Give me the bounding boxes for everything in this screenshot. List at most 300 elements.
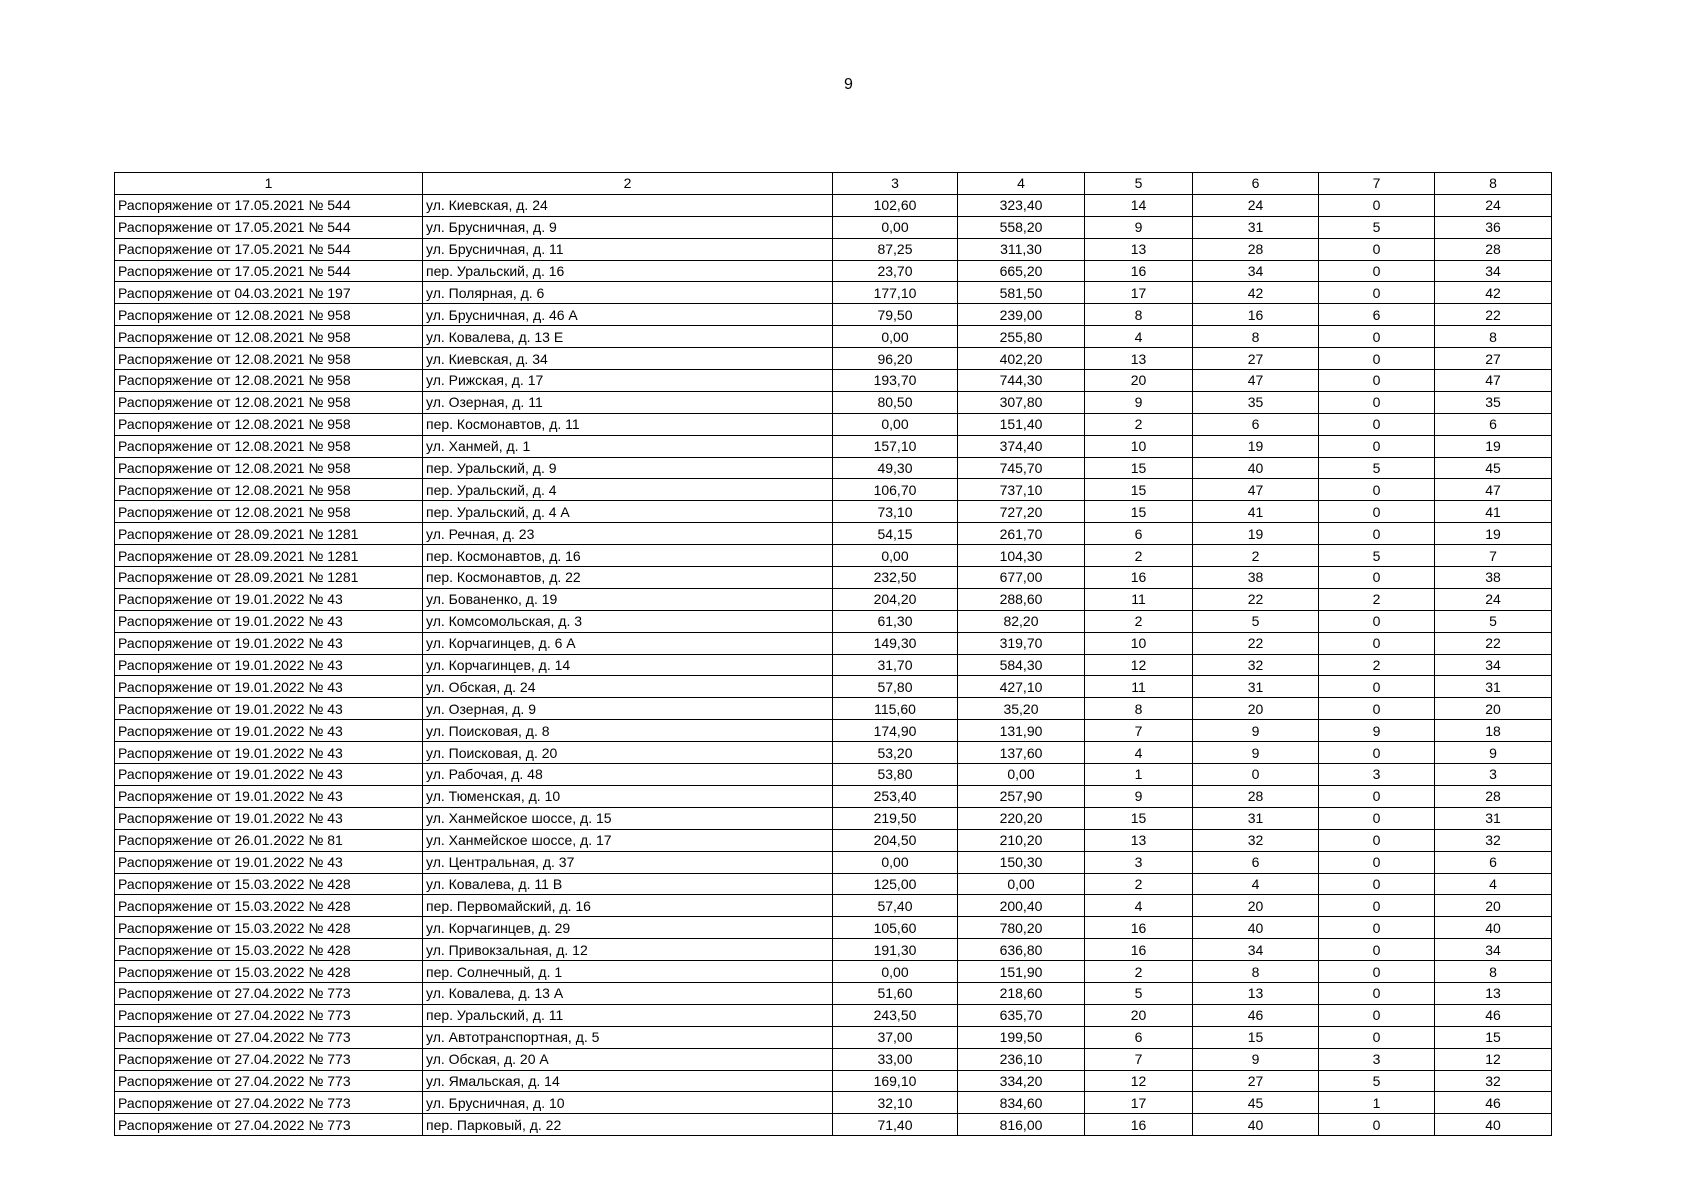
value-cell: 11 bbox=[1085, 588, 1193, 610]
table-row bbox=[115, 501, 1552, 523]
decree-cell: Распоряжение от 27.04.2022 № 773 bbox=[115, 982, 423, 1004]
value-cell: 40 bbox=[1193, 917, 1319, 939]
value-cell: 218,60 bbox=[958, 982, 1085, 1004]
address-cell: ул. Брусничная, д. 46 А bbox=[423, 304, 833, 326]
table-row bbox=[115, 1070, 1552, 1092]
decree-cell: Распоряжение от 12.08.2021 № 958 bbox=[115, 370, 423, 392]
value-cell: 102,60 bbox=[833, 194, 958, 216]
table-row bbox=[115, 654, 1552, 676]
value-cell: 253,40 bbox=[833, 785, 958, 807]
value-cell: 10 bbox=[1085, 435, 1193, 457]
address-cell: ул. Ханмей, д. 1 bbox=[423, 435, 833, 457]
value-cell: 8 bbox=[1435, 961, 1552, 983]
value-cell: 236,10 bbox=[958, 1048, 1085, 1070]
value-cell: 0,00 bbox=[833, 545, 958, 567]
address-cell: ул. Ханмейское шоссе, д. 17 bbox=[423, 829, 833, 851]
value-cell: 727,20 bbox=[958, 501, 1085, 523]
column-header: 1 bbox=[115, 173, 423, 195]
value-cell: 61,30 bbox=[833, 610, 958, 632]
value-cell: 28 bbox=[1193, 238, 1319, 260]
address-cell: ул. Бованенко, д. 19 bbox=[423, 588, 833, 610]
value-cell: 0 bbox=[1319, 1114, 1435, 1136]
table-body bbox=[115, 173, 1552, 1136]
value-cell: 0 bbox=[1319, 742, 1435, 764]
decree-cell: Распоряжение от 19.01.2022 № 43 bbox=[115, 610, 423, 632]
address-cell: ул. Ханмейское шоссе, д. 15 bbox=[423, 807, 833, 829]
value-cell: 32 bbox=[1435, 1070, 1552, 1092]
value-cell: 0 bbox=[1319, 829, 1435, 851]
value-cell: 219,50 bbox=[833, 807, 958, 829]
value-cell: 73,10 bbox=[833, 501, 958, 523]
value-cell: 323,40 bbox=[958, 194, 1085, 216]
value-cell: 24 bbox=[1435, 588, 1552, 610]
value-cell: 22 bbox=[1193, 588, 1319, 610]
address-cell: пер. Солнечный, д. 1 bbox=[423, 961, 833, 983]
value-cell: 22 bbox=[1435, 632, 1552, 654]
value-cell: 210,20 bbox=[958, 829, 1085, 851]
decree-cell: Распоряжение от 12.08.2021 № 958 bbox=[115, 391, 423, 413]
table-row bbox=[115, 720, 1552, 742]
value-cell: 36 bbox=[1435, 216, 1552, 238]
value-cell: 0 bbox=[1319, 632, 1435, 654]
value-cell: 47 bbox=[1193, 479, 1319, 501]
table-row bbox=[115, 216, 1552, 238]
value-cell: 191,30 bbox=[833, 939, 958, 961]
column-header: 2 bbox=[423, 173, 833, 195]
value-cell: 0 bbox=[1319, 873, 1435, 895]
value-cell: 3 bbox=[1085, 851, 1193, 873]
value-cell: 5 bbox=[1319, 457, 1435, 479]
value-cell: 45 bbox=[1435, 457, 1552, 479]
value-cell: 8 bbox=[1435, 326, 1552, 348]
value-cell: 0 bbox=[1319, 895, 1435, 917]
address-cell: ул. Комсомольская, д. 3 bbox=[423, 610, 833, 632]
value-cell: 0 bbox=[1319, 435, 1435, 457]
value-cell: 23,70 bbox=[833, 260, 958, 282]
address-cell: ул. Ковалева, д. 13 Е bbox=[423, 326, 833, 348]
decree-cell: Распоряжение от 04.03.2021 № 197 bbox=[115, 282, 423, 304]
column-header: 8 bbox=[1435, 173, 1552, 195]
value-cell: 104,30 bbox=[958, 545, 1085, 567]
value-cell: 46 bbox=[1193, 1004, 1319, 1026]
table-row bbox=[115, 588, 1552, 610]
decree-cell: Распоряжение от 12.08.2021 № 958 bbox=[115, 479, 423, 501]
address-cell: ул. Корчагинцев, д. 6 А bbox=[423, 632, 833, 654]
value-cell: 15 bbox=[1085, 457, 1193, 479]
value-cell: 0 bbox=[1319, 1004, 1435, 1026]
value-cell: 16 bbox=[1085, 939, 1193, 961]
value-cell: 558,20 bbox=[958, 216, 1085, 238]
address-cell: пер. Уральский, д. 16 bbox=[423, 260, 833, 282]
value-cell: 9 bbox=[1193, 742, 1319, 764]
value-cell: 20 bbox=[1435, 698, 1552, 720]
value-cell: 16 bbox=[1085, 1114, 1193, 1136]
address-cell: ул. Речная, д. 23 bbox=[423, 523, 833, 545]
value-cell: 125,00 bbox=[833, 873, 958, 895]
decree-cell: Распоряжение от 17.05.2021 № 544 bbox=[115, 260, 423, 282]
value-cell: 28 bbox=[1435, 238, 1552, 260]
value-cell: 40 bbox=[1193, 457, 1319, 479]
value-cell: 0,00 bbox=[833, 961, 958, 983]
value-cell: 239,00 bbox=[958, 304, 1085, 326]
address-cell: пер. Уральский, д. 9 bbox=[423, 457, 833, 479]
value-cell: 581,50 bbox=[958, 282, 1085, 304]
value-cell: 0,00 bbox=[958, 764, 1085, 786]
column-header: 3 bbox=[833, 173, 958, 195]
value-cell: 0,00 bbox=[833, 216, 958, 238]
address-cell: ул. Корчагинцев, д. 14 bbox=[423, 654, 833, 676]
table-row bbox=[115, 523, 1552, 545]
address-cell: ул. Поисковая, д. 20 bbox=[423, 742, 833, 764]
value-cell: 22 bbox=[1435, 304, 1552, 326]
table-row bbox=[115, 632, 1552, 654]
value-cell: 677,00 bbox=[958, 567, 1085, 589]
value-cell: 220,20 bbox=[958, 807, 1085, 829]
value-cell: 79,50 bbox=[833, 304, 958, 326]
address-cell: ул. Ямальская, д. 14 bbox=[423, 1070, 833, 1092]
value-cell: 19 bbox=[1193, 523, 1319, 545]
decree-cell: Распоряжение от 12.08.2021 № 958 bbox=[115, 304, 423, 326]
value-cell: 7 bbox=[1435, 545, 1552, 567]
decree-cell: Распоряжение от 19.01.2022 № 43 bbox=[115, 632, 423, 654]
column-header: 4 bbox=[958, 173, 1085, 195]
column-header: 7 bbox=[1319, 173, 1435, 195]
decree-cell: Распоряжение от 27.04.2022 № 773 bbox=[115, 1048, 423, 1070]
table-row bbox=[115, 370, 1552, 392]
value-cell: 15 bbox=[1435, 1026, 1552, 1048]
decree-cell: Распоряжение от 12.08.2021 № 958 bbox=[115, 501, 423, 523]
value-cell: 1 bbox=[1319, 1092, 1435, 1114]
decree-cell: Распоряжение от 19.01.2022 № 43 bbox=[115, 785, 423, 807]
value-cell: 15 bbox=[1085, 479, 1193, 501]
value-cell: 32 bbox=[1193, 654, 1319, 676]
value-cell: 34 bbox=[1193, 939, 1319, 961]
value-cell: 0,00 bbox=[833, 326, 958, 348]
value-cell: 374,40 bbox=[958, 435, 1085, 457]
decree-cell: Распоряжение от 28.09.2021 № 1281 bbox=[115, 523, 423, 545]
value-cell: 12 bbox=[1085, 654, 1193, 676]
decree-cell: Распоряжение от 19.01.2022 № 43 bbox=[115, 851, 423, 873]
decree-cell: Распоряжение от 15.03.2022 № 428 bbox=[115, 939, 423, 961]
decree-cell: Распоряжение от 19.01.2022 № 43 bbox=[115, 720, 423, 742]
value-cell: 31,70 bbox=[833, 654, 958, 676]
value-cell: 46 bbox=[1435, 1004, 1552, 1026]
table-row bbox=[115, 873, 1552, 895]
table-row bbox=[115, 939, 1552, 961]
value-cell: 137,60 bbox=[958, 742, 1085, 764]
value-cell: 47 bbox=[1435, 370, 1552, 392]
address-cell: пер. Космонавтов, д. 22 bbox=[423, 567, 833, 589]
address-cell: ул. Обская, д. 24 bbox=[423, 676, 833, 698]
table-row bbox=[115, 764, 1552, 786]
value-cell: 288,60 bbox=[958, 588, 1085, 610]
value-cell: 13 bbox=[1085, 829, 1193, 851]
value-cell: 27 bbox=[1435, 348, 1552, 370]
value-cell: 243,50 bbox=[833, 1004, 958, 1026]
value-cell: 22 bbox=[1193, 632, 1319, 654]
value-cell: 5 bbox=[1193, 610, 1319, 632]
decree-cell: Распоряжение от 27.04.2022 № 773 bbox=[115, 1114, 423, 1136]
value-cell: 4 bbox=[1085, 742, 1193, 764]
value-cell: 150,30 bbox=[958, 851, 1085, 873]
value-cell: 402,20 bbox=[958, 348, 1085, 370]
value-cell: 16 bbox=[1085, 917, 1193, 939]
decree-cell: Распоряжение от 12.08.2021 № 958 bbox=[115, 413, 423, 435]
value-cell: 2 bbox=[1085, 610, 1193, 632]
table-row bbox=[115, 435, 1552, 457]
value-cell: 53,80 bbox=[833, 764, 958, 786]
value-cell: 5 bbox=[1319, 1070, 1435, 1092]
value-cell: 13 bbox=[1085, 348, 1193, 370]
decree-cell: Распоряжение от 12.08.2021 № 958 bbox=[115, 457, 423, 479]
table-row bbox=[115, 326, 1552, 348]
table-row bbox=[115, 742, 1552, 764]
value-cell: 46 bbox=[1435, 1092, 1552, 1114]
column-header: 6 bbox=[1193, 173, 1319, 195]
value-cell: 334,20 bbox=[958, 1070, 1085, 1092]
value-cell: 0,00 bbox=[833, 851, 958, 873]
value-cell: 9 bbox=[1085, 391, 1193, 413]
value-cell: 2 bbox=[1193, 545, 1319, 567]
value-cell: 5 bbox=[1435, 610, 1552, 632]
value-cell: 745,70 bbox=[958, 457, 1085, 479]
value-cell: 3 bbox=[1435, 764, 1552, 786]
address-cell: пер. Космонавтов, д. 16 bbox=[423, 545, 833, 567]
value-cell: 151,40 bbox=[958, 413, 1085, 435]
value-cell: 816,00 bbox=[958, 1114, 1085, 1136]
value-cell: 4 bbox=[1193, 873, 1319, 895]
value-cell: 41 bbox=[1193, 501, 1319, 523]
value-cell: 24 bbox=[1193, 194, 1319, 216]
value-cell: 34 bbox=[1193, 260, 1319, 282]
value-cell: 0 bbox=[1319, 523, 1435, 545]
value-cell: 635,70 bbox=[958, 1004, 1085, 1026]
decree-cell: Распоряжение от 17.05.2021 № 544 bbox=[115, 216, 423, 238]
value-cell: 28 bbox=[1435, 785, 1552, 807]
value-cell: 744,30 bbox=[958, 370, 1085, 392]
decree-cell: Распоряжение от 27.04.2022 № 773 bbox=[115, 1092, 423, 1114]
value-cell: 32 bbox=[1435, 829, 1552, 851]
value-cell: 34 bbox=[1435, 260, 1552, 282]
table-row bbox=[115, 413, 1552, 435]
value-cell: 427,10 bbox=[958, 676, 1085, 698]
value-cell: 3 bbox=[1319, 1048, 1435, 1070]
value-cell: 0 bbox=[1193, 764, 1319, 786]
address-cell: ул. Озерная, д. 11 bbox=[423, 391, 833, 413]
value-cell: 12 bbox=[1085, 1070, 1193, 1092]
value-cell: 31 bbox=[1193, 676, 1319, 698]
decree-cell: Распоряжение от 12.08.2021 № 958 bbox=[115, 348, 423, 370]
value-cell: 8 bbox=[1085, 304, 1193, 326]
value-cell: 20 bbox=[1085, 1004, 1193, 1026]
value-cell: 6 bbox=[1193, 851, 1319, 873]
address-cell: ул. Ковалева, д. 11 В bbox=[423, 873, 833, 895]
value-cell: 0 bbox=[1319, 807, 1435, 829]
value-cell: 37,00 bbox=[833, 1026, 958, 1048]
value-cell: 47 bbox=[1435, 479, 1552, 501]
decree-cell: Распоряжение от 27.04.2022 № 773 bbox=[115, 1004, 423, 1026]
value-cell: 6 bbox=[1085, 523, 1193, 545]
value-cell: 9 bbox=[1085, 216, 1193, 238]
decree-cell: Распоряжение от 17.05.2021 № 544 bbox=[115, 238, 423, 260]
decree-cell: Распоряжение от 17.05.2021 № 544 bbox=[115, 194, 423, 216]
value-cell: 15 bbox=[1193, 1026, 1319, 1048]
data-table bbox=[114, 172, 1552, 1136]
value-cell: 115,60 bbox=[833, 698, 958, 720]
value-cell: 53,20 bbox=[833, 742, 958, 764]
table-row bbox=[115, 194, 1552, 216]
value-cell: 0 bbox=[1319, 501, 1435, 523]
decree-cell: Распоряжение от 27.04.2022 № 773 bbox=[115, 1070, 423, 1092]
value-cell: 31 bbox=[1193, 807, 1319, 829]
value-cell: 4 bbox=[1085, 326, 1193, 348]
value-cell: 35 bbox=[1193, 391, 1319, 413]
value-cell: 8 bbox=[1193, 326, 1319, 348]
table-row bbox=[115, 1114, 1552, 1136]
value-cell: 51,60 bbox=[833, 982, 958, 1004]
value-cell: 15 bbox=[1085, 807, 1193, 829]
value-cell: 13 bbox=[1193, 982, 1319, 1004]
value-cell: 8 bbox=[1193, 961, 1319, 983]
value-cell: 87,25 bbox=[833, 238, 958, 260]
decree-cell: Распоряжение от 19.01.2022 № 43 bbox=[115, 764, 423, 786]
value-cell: 0 bbox=[1319, 961, 1435, 983]
address-cell: ул. Брусничная, д. 10 bbox=[423, 1092, 833, 1114]
value-cell: 7 bbox=[1085, 1048, 1193, 1070]
value-cell: 6 bbox=[1319, 304, 1435, 326]
value-cell: 28 bbox=[1193, 785, 1319, 807]
value-cell: 34 bbox=[1435, 654, 1552, 676]
value-cell: 5 bbox=[1085, 982, 1193, 1004]
value-cell: 40 bbox=[1435, 1114, 1552, 1136]
decree-cell: Распоряжение от 12.08.2021 № 958 bbox=[115, 435, 423, 457]
value-cell: 199,50 bbox=[958, 1026, 1085, 1048]
value-cell: 0 bbox=[1319, 413, 1435, 435]
decree-cell: Распоряжение от 27.04.2022 № 773 bbox=[115, 1026, 423, 1048]
value-cell: 780,20 bbox=[958, 917, 1085, 939]
value-cell: 13 bbox=[1085, 238, 1193, 260]
value-cell: 32,10 bbox=[833, 1092, 958, 1114]
address-cell: пер. Уральский, д. 4 А bbox=[423, 501, 833, 523]
table-row bbox=[115, 1004, 1552, 1026]
table-row bbox=[115, 961, 1552, 983]
value-cell: 0 bbox=[1319, 567, 1435, 589]
value-cell: 2 bbox=[1085, 545, 1193, 567]
value-cell: 15 bbox=[1085, 501, 1193, 523]
value-cell: 4 bbox=[1435, 873, 1552, 895]
value-cell: 9 bbox=[1319, 720, 1435, 742]
table-row bbox=[115, 807, 1552, 829]
address-cell: пер. Космонавтов, д. 11 bbox=[423, 413, 833, 435]
value-cell: 41 bbox=[1435, 501, 1552, 523]
table-row bbox=[115, 391, 1552, 413]
value-cell: 311,30 bbox=[958, 238, 1085, 260]
table-row bbox=[115, 304, 1552, 326]
address-cell: ул. Тюменская, д. 10 bbox=[423, 785, 833, 807]
value-cell: 0 bbox=[1319, 982, 1435, 1004]
value-cell: 57,80 bbox=[833, 676, 958, 698]
value-cell: 204,50 bbox=[833, 829, 958, 851]
value-cell: 255,80 bbox=[958, 326, 1085, 348]
value-cell: 12 bbox=[1435, 1048, 1552, 1070]
value-cell: 151,90 bbox=[958, 961, 1085, 983]
decree-cell: Распоряжение от 19.01.2022 № 43 bbox=[115, 807, 423, 829]
value-cell: 40 bbox=[1193, 1114, 1319, 1136]
value-cell: 174,90 bbox=[833, 720, 958, 742]
address-cell: ул. Центральная, д. 37 bbox=[423, 851, 833, 873]
address-cell: ул. Полярная, д. 6 bbox=[423, 282, 833, 304]
value-cell: 32 bbox=[1193, 829, 1319, 851]
value-cell: 9 bbox=[1085, 785, 1193, 807]
value-cell: 24 bbox=[1435, 194, 1552, 216]
decree-cell: Распоряжение от 15.03.2022 № 428 bbox=[115, 873, 423, 895]
value-cell: 0 bbox=[1319, 238, 1435, 260]
table-row bbox=[115, 1048, 1552, 1070]
value-cell: 16 bbox=[1085, 260, 1193, 282]
value-cell: 0 bbox=[1319, 851, 1435, 873]
address-cell: пер. Уральский, д. 4 bbox=[423, 479, 833, 501]
decree-cell: Распоряжение от 19.01.2022 № 43 bbox=[115, 698, 423, 720]
value-cell: 665,20 bbox=[958, 260, 1085, 282]
value-cell: 31 bbox=[1435, 807, 1552, 829]
value-cell: 31 bbox=[1193, 216, 1319, 238]
value-cell: 38 bbox=[1193, 567, 1319, 589]
table-row bbox=[115, 851, 1552, 873]
decree-cell: Распоряжение от 19.01.2022 № 43 bbox=[115, 588, 423, 610]
value-cell: 27 bbox=[1193, 1070, 1319, 1092]
value-cell: 0 bbox=[1319, 785, 1435, 807]
decree-cell: Распоряжение от 19.01.2022 № 43 bbox=[115, 654, 423, 676]
value-cell: 0 bbox=[1319, 391, 1435, 413]
table-row bbox=[115, 917, 1552, 939]
value-cell: 18 bbox=[1435, 720, 1552, 742]
value-cell: 0 bbox=[1319, 917, 1435, 939]
value-cell: 42 bbox=[1435, 282, 1552, 304]
table-row bbox=[115, 348, 1552, 370]
table-row bbox=[115, 282, 1552, 304]
table-row bbox=[115, 829, 1552, 851]
value-cell: 157,10 bbox=[833, 435, 958, 457]
table-row bbox=[115, 698, 1552, 720]
table-row bbox=[115, 785, 1552, 807]
value-cell: 80,50 bbox=[833, 391, 958, 413]
value-cell: 20 bbox=[1085, 370, 1193, 392]
value-cell: 2 bbox=[1085, 873, 1193, 895]
value-cell: 6 bbox=[1435, 413, 1552, 435]
value-cell: 0 bbox=[1319, 260, 1435, 282]
value-cell: 42 bbox=[1193, 282, 1319, 304]
decree-cell: Распоряжение от 12.08.2021 № 958 bbox=[115, 326, 423, 348]
value-cell: 6 bbox=[1193, 413, 1319, 435]
table-row bbox=[115, 260, 1552, 282]
value-cell: 5 bbox=[1319, 216, 1435, 238]
value-cell: 20 bbox=[1435, 895, 1552, 917]
value-cell: 0,00 bbox=[958, 873, 1085, 895]
address-cell: ул. Рижская, д. 17 bbox=[423, 370, 833, 392]
value-cell: 106,70 bbox=[833, 479, 958, 501]
value-cell: 0 bbox=[1319, 479, 1435, 501]
table-row bbox=[115, 567, 1552, 589]
decree-cell: Распоряжение от 28.09.2021 № 1281 bbox=[115, 567, 423, 589]
value-cell: 105,60 bbox=[833, 917, 958, 939]
value-cell: 131,90 bbox=[958, 720, 1085, 742]
value-cell: 34 bbox=[1435, 939, 1552, 961]
address-cell: ул. Киевская, д. 24 bbox=[423, 194, 833, 216]
value-cell: 14 bbox=[1085, 194, 1193, 216]
value-cell: 1 bbox=[1085, 764, 1193, 786]
value-cell: 204,20 bbox=[833, 588, 958, 610]
value-cell: 9 bbox=[1193, 720, 1319, 742]
